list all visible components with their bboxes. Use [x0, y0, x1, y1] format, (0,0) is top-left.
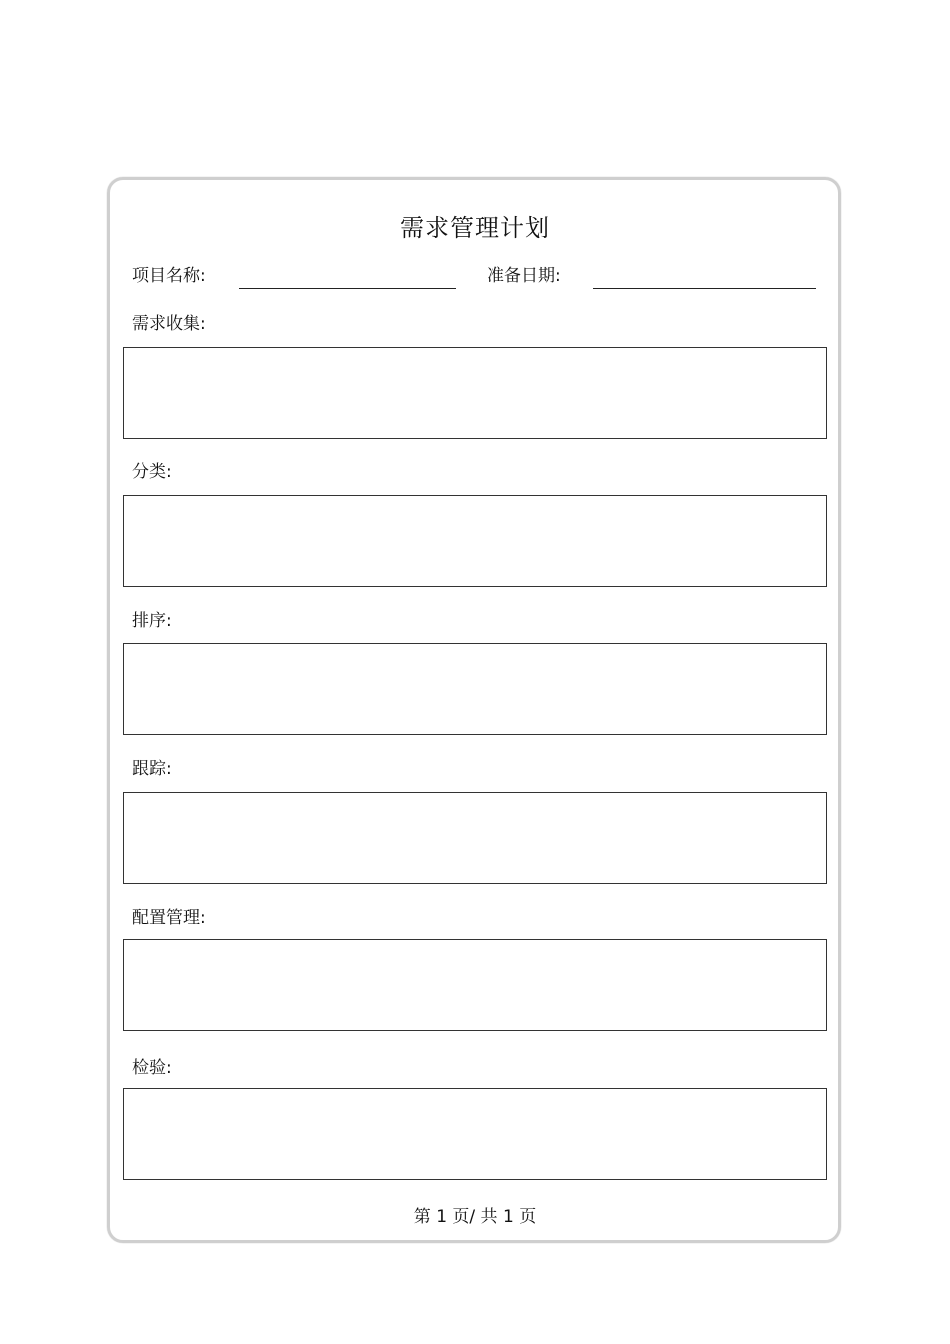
prepare-date-label: 准备日期: — [487, 266, 561, 286]
footer-page-total: 1 — [502, 1207, 514, 1227]
section-box-verification[interactable] — [123, 1088, 827, 1180]
section-box-classification[interactable] — [123, 495, 827, 587]
footer-page-number: 1 — [436, 1207, 448, 1227]
section-label-tracking: 跟踪: — [132, 759, 172, 779]
section-box-configuration[interactable] — [123, 939, 827, 1031]
footer-middle: 页/ 共 — [452, 1207, 498, 1227]
section-box-prioritization[interactable] — [123, 643, 827, 735]
section-box-tracking[interactable] — [123, 792, 827, 884]
section-label-prioritization: 排序: — [132, 611, 172, 631]
document-title: 需求管理计划 — [400, 214, 550, 242]
footer-suffix: 页 — [519, 1207, 537, 1227]
section-box-collection[interactable] — [123, 347, 827, 439]
section-label-verification: 检验: — [132, 1058, 172, 1078]
project-name-field[interactable] — [239, 288, 456, 289]
section-label-configuration: 配置管理: — [132, 908, 206, 928]
project-name-label: 项目名称: — [132, 266, 206, 286]
section-label-classification: 分类: — [132, 462, 172, 482]
footer-prefix: 第 — [413, 1207, 431, 1227]
section-label-collection: 需求收集: — [132, 314, 206, 334]
page-footer — [0, 1206, 950, 1228]
prepare-date-field[interactable] — [593, 288, 816, 289]
